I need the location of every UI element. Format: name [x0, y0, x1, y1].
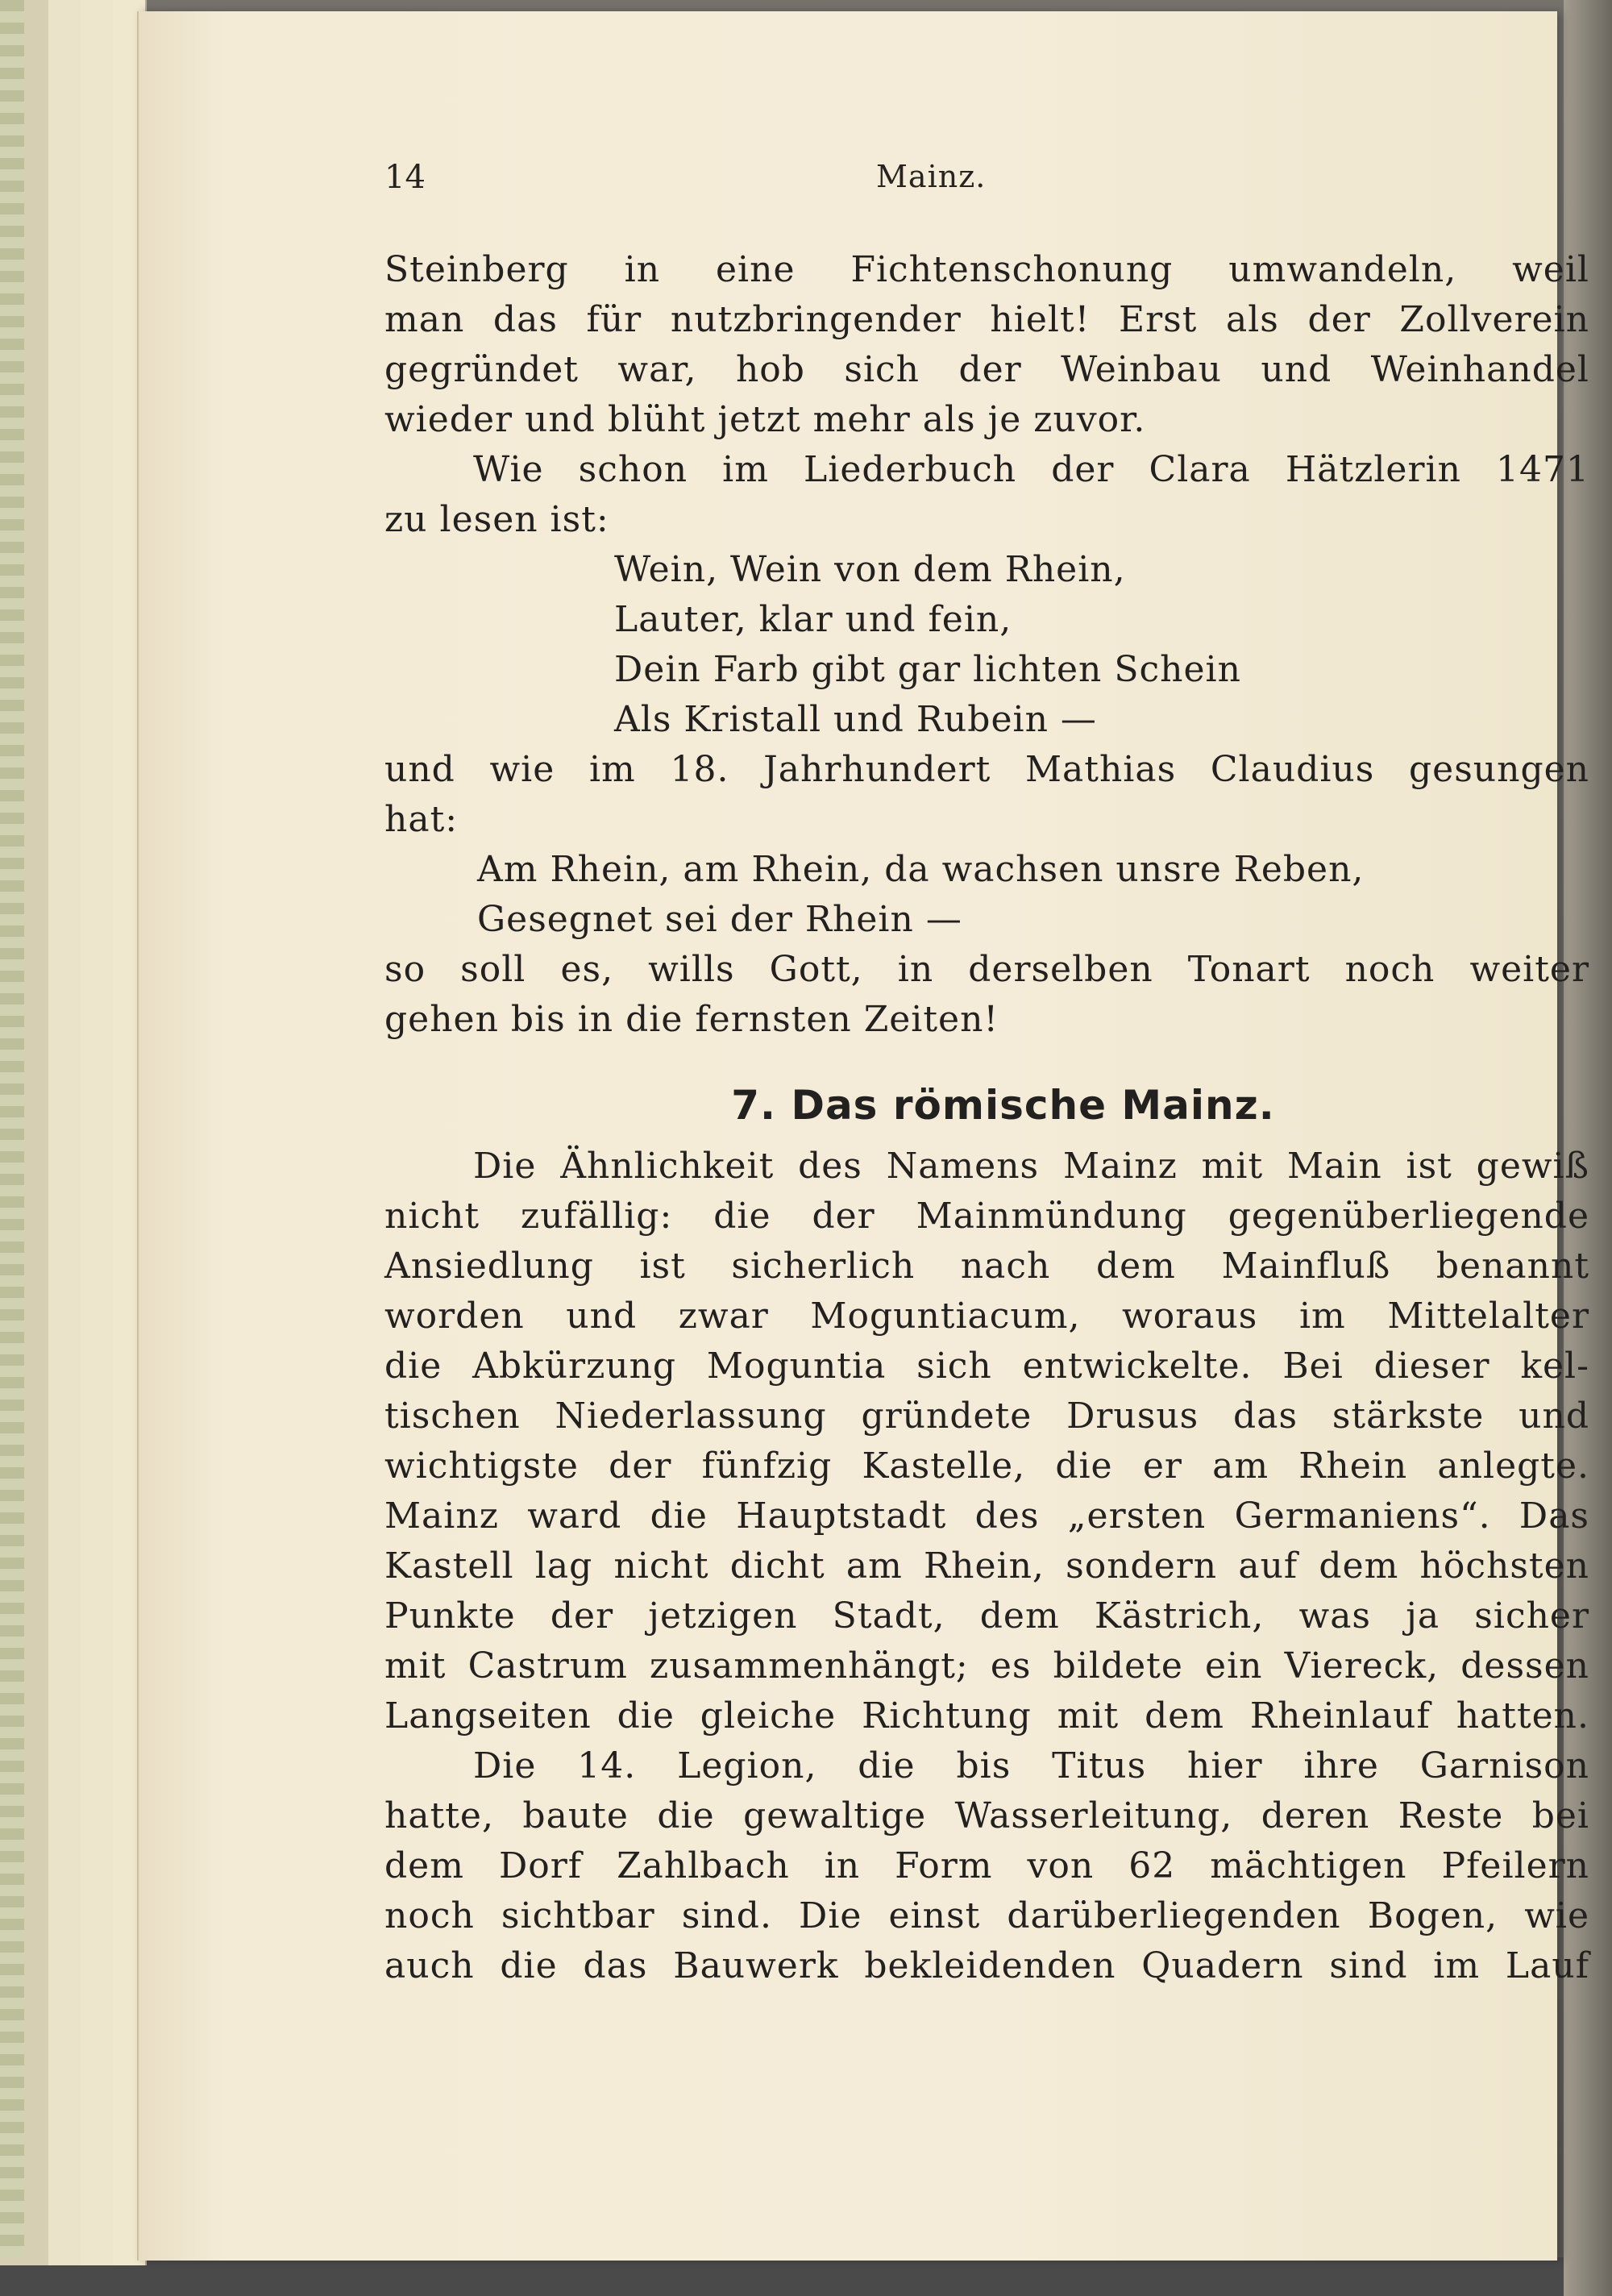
text-line: man das für nutzbringender hielt! Erst als der Zollverein — [384, 299, 1589, 340]
text-line: zu lesen ist: — [384, 499, 609, 540]
text-line: wichtigste der fünfzig Kastelle, die er am Rhein anlegte. — [384, 1445, 1589, 1487]
text-line: Die 14. Legion, die bis Titus hier ihre Garnison — [473, 1745, 1589, 1786]
scanner-bed-strip — [0, 2257, 1612, 2296]
book-cover-edge — [0, 0, 24, 2257]
text-line: nicht zufällig: die der Mainmündung gegenüberliegende — [384, 1196, 1589, 1237]
verse-line: Gesegnet sei der Rhein — — [477, 899, 962, 940]
running-head — [139, 159, 1557, 207]
body-text — [384, 245, 1589, 1991]
text-line: dem Dorf Zahlbach in Form von 62 mächtigen Pfeilern — [384, 1845, 1589, 1886]
text-line: Ansiedlung ist sicherlich nach dem Mainfluß benannt — [384, 1246, 1589, 1287]
verse-line: Wein, Wein von dem Rhein, — [614, 549, 1126, 590]
text-line: so soll es, wills Gott, in derselben Tonart noch weiter — [384, 949, 1589, 990]
text-line: Die Ähnlichkeit des Namens Mainz mit Main ist gewiß — [473, 1146, 1589, 1187]
text-line: hat: — [384, 799, 459, 840]
text-line: worden und zwar Moguntiacum, woraus im Mittelalter — [384, 1296, 1589, 1337]
text-line: und wie im 18. Jahrhundert Mathias Claudius gesungen — [384, 749, 1589, 790]
verse-line: Dein Farb gibt gar lichten Schein — [614, 649, 1241, 690]
page-edge — [48, 0, 82, 2265]
section-heading: 7. Das römische Mainz. — [731, 1082, 1275, 1129]
running-head-title: Mainz. — [876, 159, 987, 194]
text-line: tischen Niederlassung gründete Drusus das stärkste und — [384, 1395, 1589, 1437]
text-line: Steinberg in eine Fichtenschonung umwandeln, weil — [384, 249, 1589, 290]
verse-line: Lauter, klar und fein, — [614, 599, 1012, 640]
text-line: Wie schon im Liederbuch der Clara Hätzlerin 1471 — [473, 449, 1589, 490]
verse-line: Am Rhein, am Rhein, da wachsen unsre Reben, — [477, 849, 1365, 890]
book-page — [137, 11, 1589, 2261]
text-line: die Abkürzung Moguntia sich entwickelte. Bei dieser kel- — [384, 1346, 1589, 1387]
text-line: auch die das Bauwerk bekleidenden Quadern sind im Lauf — [384, 1945, 1589, 1986]
text-line: Mainz ward die Hauptstadt des „ersten Germaniens“. Das — [384, 1495, 1589, 1537]
page-number: 14 — [384, 159, 426, 196]
text-line: gehen bis in die fernsten Zeiten! — [384, 999, 999, 1040]
verse-line: Als Kristall und Rubein — — [614, 699, 1097, 740]
page-edge — [81, 0, 114, 2265]
text-line: mit Castrum zusammenhängt; es bildete ein Viereck, dessen — [384, 1645, 1589, 1687]
text-line: wieder und blüht jetzt mehr als je zuvor. — [384, 399, 1146, 440]
text-line: Langseiten die gleiche Richtung mit dem Rheinlauf hatten. — [384, 1695, 1589, 1737]
text-line: noch sichtbar sind. Die einst darüberliegenden Bogen, wie — [384, 1895, 1589, 1936]
text-line: Kastell lag nicht dicht am Rhein, sondern auf dem höchsten — [384, 1545, 1589, 1587]
text-line: gegründet war, hob sich der Weinbau und Weinhandel — [384, 349, 1589, 390]
text-line: Punkte der jetzigen Stadt, dem Kästrich, was ja sicher — [384, 1595, 1589, 1637]
text-line: hatte, baute die gewaltige Wasserleitung, deren Reste bei — [384, 1795, 1589, 1836]
